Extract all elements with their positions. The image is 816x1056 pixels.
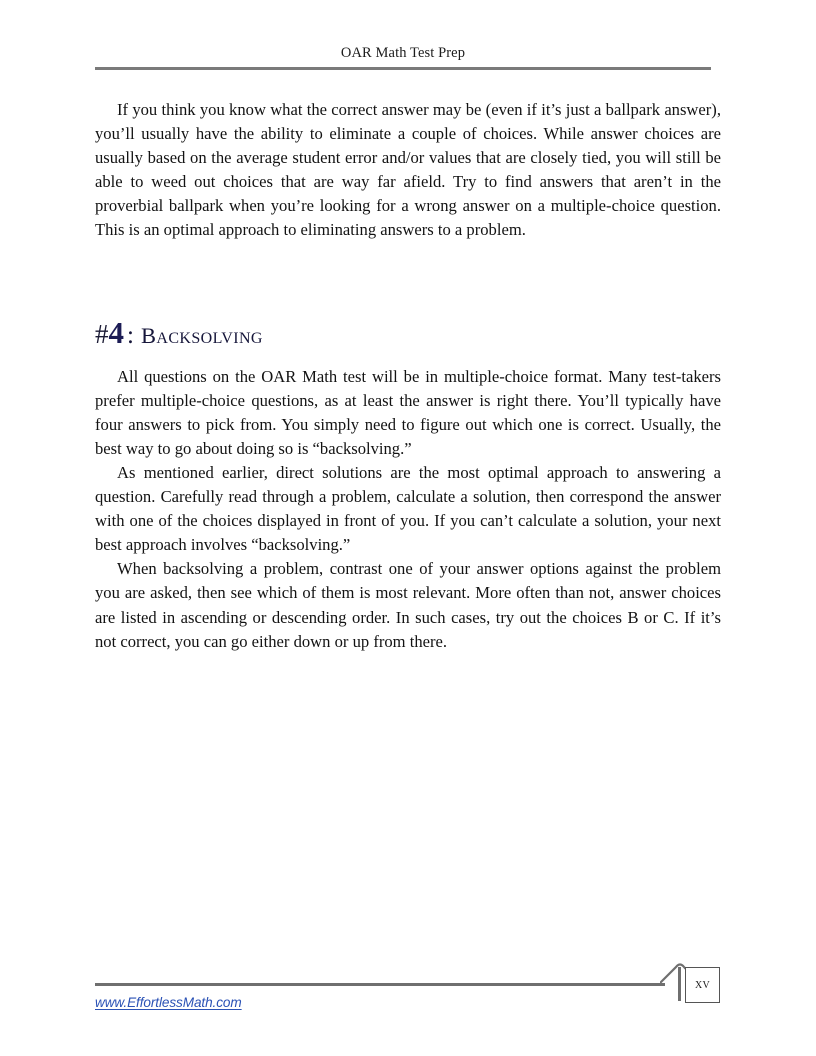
section-heading-number: 4: [108, 314, 124, 350]
section-spacer: [95, 243, 721, 317]
page-content: [95, 98, 721, 654]
paragraph-backsolving-3: When backsolving a problem, contrast one of your answer options against the problem you are asked, then see which of them is most relevant. More often than not, answer choices are listed in ascending or descending order. In such cases, try out the choices B or C. If it’s not correct, you can go either down or up from there.: [95, 559, 721, 651]
section-heading-colon: :: [127, 321, 134, 349]
running-header: [95, 46, 711, 70]
running-header-title: OAR Math Test Prep: [340, 45, 466, 61]
footer-rule: [95, 983, 665, 986]
paragraph-backsolving-2: As mentioned earlier, direct solutions are the most optimal approach to answering a question. Carefully read through a problem, calculate a solution, then correspond the answer with one of the choices displayed in front of you. If you can’t calculate a solution, your next best approach involves “backsolving.”: [95, 462, 721, 555]
paragraph-backsolving-1: All questions on the OAR Math test will be in multiple-choice format. Many test-takers prefer multiple-choice questions, as at least the answer is right there. You’ll typically have four answers to pick from. You simply need to figure out which one is correct. Usually, the best way to go about doing so is “backsolving.”: [95, 366, 721, 458]
section-heading: [95, 314, 721, 351]
page-footer: [0, 975, 816, 1056]
section-heading-hash: #: [95, 318, 108, 349]
header-rule: [95, 67, 711, 70]
page-number-divider: [678, 967, 681, 1001]
section-heading-title: Backsolving: [140, 322, 263, 348]
paragraph-intro: If you think you know what the correct answer may be (even if it’s just a ballpark answer), you’ll usually have the ability to eliminate a couple of choices. While answer choices are usually based on the average student error and/or values that are closely tied, you will still be able to weed out choices that are way far afield. Try to find answers that aren’t in the proverbial ballpark when you’re looking for a wrong answer on a multiple-choice question. This is an optimal approach to eliminating answers to a problem.: [95, 100, 721, 240]
page-number-box: [685, 967, 720, 1003]
heading-spacer: [95, 351, 721, 365]
footer-website-link[interactable]: www.EffortlessMath.com: [95, 995, 242, 1010]
page-number: xv: [694, 977, 711, 992]
